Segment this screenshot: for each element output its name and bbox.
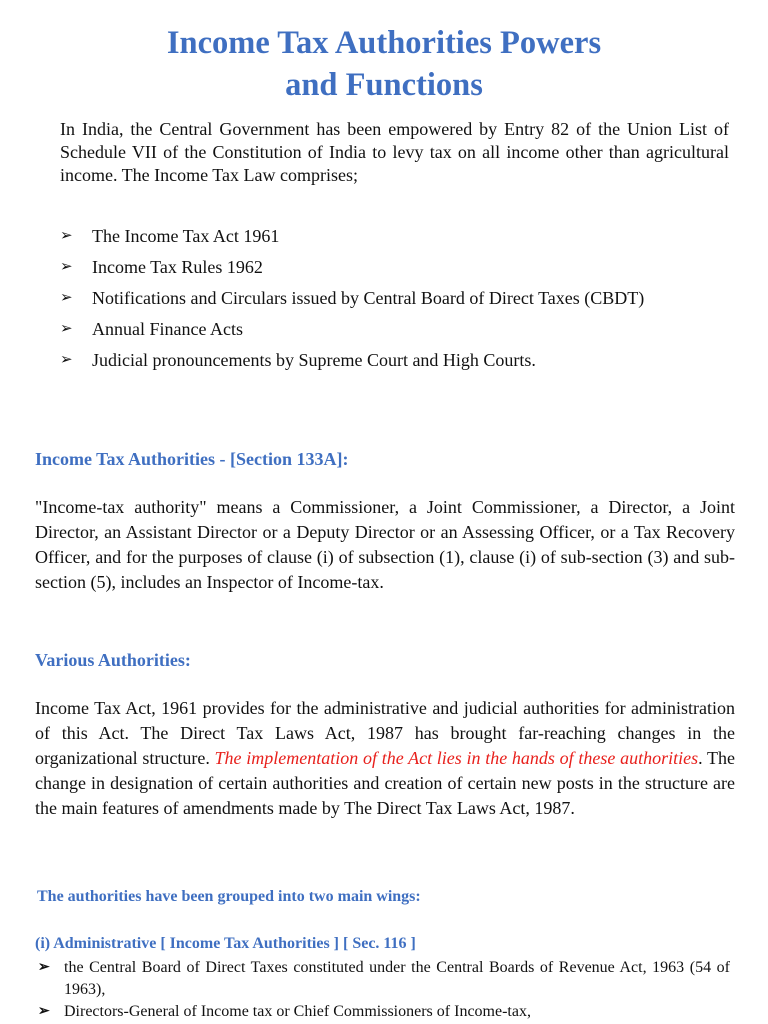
arrow-bullet-icon: ➢: [60, 290, 73, 306]
administrative-wing-heading: (i) Administrative [ Income Tax Authorities ] [ Sec. 116 ]: [35, 935, 416, 952]
section-133a-heading: Income Tax Authorities - [Section 133A]:: [35, 449, 349, 469]
arrow-bullet-icon: ➢: [38, 1004, 50, 1019]
intro-paragraph: In India, the Central Government has been empowered by Entry 82 of the Union List of Schedule VII of the Constitution of India to levy tax on all income other than agricultural income. The Income Tax Law comprises;: [60, 119, 729, 185]
income-tax-law-list: [60, 225, 729, 372]
arrow-bullet-icon: ➢: [60, 352, 73, 368]
list-item-text: the Central Board of Direct Taxes constituted under the Central Boards of Revenue Act, 1963 (54 of 1963),: [64, 959, 730, 998]
various-body-emphasis: The implementation of the Act lies in the hands of these authorities: [214, 748, 699, 768]
list-item-text: Income Tax Rules 1962: [92, 257, 263, 277]
arrow-bullet-icon: ➢: [60, 228, 73, 244]
administrative-authorities-list: [38, 957, 730, 1023]
list-item-text: Judicial pronouncements by Supreme Court and High Courts.: [92, 350, 536, 370]
various-body-start: Income Tax Act, 1961 provides for the administrative and judicial authorities for administration of this Act. The Direct Tax Laws Act, 1987 has brought far-reaching changes in the organizational structure.: [35, 698, 735, 768]
list-item: [60, 318, 729, 341]
section-133a-paragraph: "Income-tax authority" means a Commissioner, a Joint Commissioner, a Director, a Joint Director, an Assistant Director or a Deputy Director or an Assessing Officer, or a Tax Recovery Officer, and for the purposes of clause (i) of subsection (1), clause (i) of sub-section (3) and sub-section (5), includes an Inspector of Income-tax.: [35, 497, 735, 592]
various-authorities-heading: Various Authorities:: [35, 650, 191, 670]
various-body-end: . The change in designation of certain authorities and creation of certain new posts in the structure are the main features of amendments made by The Direct Tax Laws Act, 1987.: [35, 748, 735, 818]
various-authorities-paragraph: [35, 696, 735, 821]
list-item-text: Notifications and Circulars issued by Central Board of Direct Taxes (CBDT): [92, 288, 645, 308]
page-title-line-2: and Functions: [285, 67, 483, 103]
page-title-line-1: Income Tax Authorities Powers: [166, 25, 602, 61]
list-item: [38, 957, 730, 1001]
list-item: [38, 1001, 730, 1023]
arrow-bullet-icon: ➢: [60, 321, 73, 337]
list-item: [60, 287, 729, 310]
arrow-bullet-icon: ➢: [60, 259, 73, 275]
list-item-text: The Income Tax Act 1961: [92, 226, 280, 246]
list-item: [60, 256, 729, 279]
list-item-text: Directors-General of Income tax or Chief Commissioners of Income-tax,: [64, 1003, 531, 1020]
list-item: [60, 349, 729, 372]
page-title: [0, 22, 768, 106]
arrow-bullet-icon: ➢: [38, 960, 50, 975]
list-item: [60, 225, 729, 248]
wings-heading: The authorities have been grouped into two main wings:: [37, 888, 421, 905]
list-item-text: Annual Finance Acts: [92, 319, 243, 339]
